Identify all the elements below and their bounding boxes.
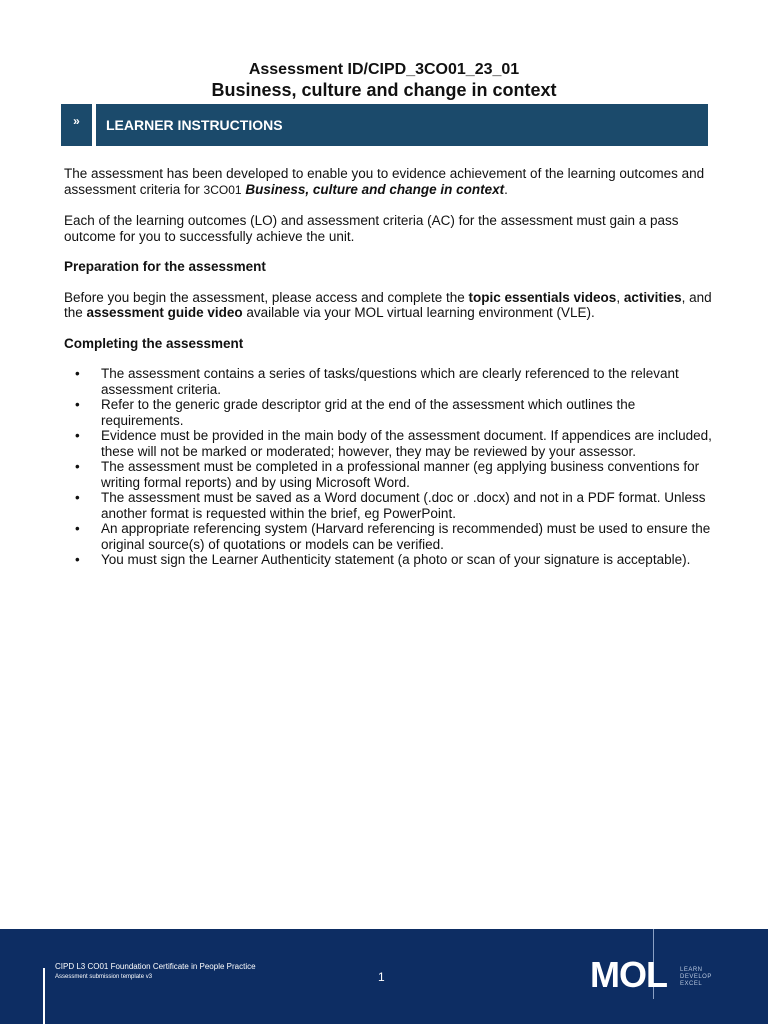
document-header xyxy=(0,60,768,101)
tagline-excel: EXCEL xyxy=(680,981,703,987)
bullet-icon: • xyxy=(75,490,80,505)
list-item-text: Evidence must be provided in the main body of the assessment document. If appendices are included, these will not be marked or moderated; however, they may be reviewed by your assessor. xyxy=(101,428,712,459)
bullet-icon: • xyxy=(75,397,80,412)
bullet-icon: • xyxy=(75,428,80,443)
footer-divider xyxy=(43,968,45,1024)
prep-text-4: available via your MOL virtual learning environment (VLE). xyxy=(242,305,595,320)
document-body xyxy=(64,166,714,568)
list-item xyxy=(64,397,714,428)
list-item-text: You must sign the Learner Authenticity statement (a photo or scan of your signature is acceptable). xyxy=(101,552,691,567)
prep-text-2: , xyxy=(616,289,624,305)
chevron-icon: » xyxy=(61,104,92,146)
footer-subtitle: Assessment submission template v3 xyxy=(55,974,153,980)
completing-heading: Completing the assessment xyxy=(64,335,244,351)
list-item xyxy=(64,521,714,552)
list-item xyxy=(64,459,714,490)
prep-bold-activities: activities xyxy=(623,289,682,305)
bullet-icon: • xyxy=(75,521,80,536)
prep-bold-videos: topic essentials videos xyxy=(468,289,617,305)
document-title: Business, culture and change in context xyxy=(211,80,557,100)
list-item-text: An appropriate referencing system (Harvard referencing is recommended) must be used to ensure the original source(s) of quotations or models can be verified. xyxy=(101,521,711,552)
page-footer xyxy=(0,929,768,1024)
bullet-icon: • xyxy=(75,366,80,381)
unit-title: Business, culture and change in context xyxy=(245,181,505,197)
mol-logo: MOL xyxy=(590,954,667,995)
intro-text: The assessment has been developed to enable you to evidence achievement of the learning outcomes and assessment criteria for xyxy=(64,166,705,197)
prep-text-3: , and the xyxy=(64,289,712,320)
list-item xyxy=(64,428,714,459)
list-item-text: The assessment contains a series of tasks/questions which are clearly referenced to the relevant assessment criteria. xyxy=(101,366,679,397)
bullet-icon: • xyxy=(75,459,80,474)
logo-tagline xyxy=(680,967,712,988)
unit-code: 3CO01 xyxy=(203,182,242,197)
tagline-develop: DEVELOP xyxy=(680,974,712,980)
bullet-icon: • xyxy=(75,552,80,567)
list-item xyxy=(64,552,714,568)
banner-label: LEARNER INSTRUCTIONS xyxy=(96,104,708,146)
list-item-text: The assessment must be completed in a professional manner (eg applying business conventions for writing formal reports) and by using Microsoft Word. xyxy=(101,459,700,490)
intro-paragraph-1 xyxy=(64,166,714,198)
intro-end: . xyxy=(504,181,508,197)
list-item xyxy=(64,490,714,521)
assessment-id: Assessment ID/CIPD_3CO01_23_01 xyxy=(248,61,520,78)
footer-title: CIPD L3 CO01 Foundation Certificate in People Practice xyxy=(55,962,256,971)
list-item-text: Refer to the generic grade descriptor grid at the end of the assessment which outlines the requirements. xyxy=(101,397,636,428)
completing-list xyxy=(64,366,714,568)
page-number: 1 xyxy=(378,970,385,984)
preparation-heading: Preparation for the assessment xyxy=(64,259,266,274)
prep-bold-guide: assessment guide video xyxy=(86,305,243,320)
tagline-learn: LEARN xyxy=(680,967,703,973)
section-banner xyxy=(61,104,708,146)
intro-paragraph-2: Each of the learning outcomes (LO) and assessment criteria (AC) for the assessment must gain a pass outcome for you to successfully achieve the unit. xyxy=(64,213,679,244)
list-item xyxy=(64,366,714,397)
list-item-text: The assessment must be saved as a Word document (.doc or .docx) and not in a PDF format. Unless another format is requested within the brief, eg PowerPoint. xyxy=(101,490,706,521)
prep-text-1: Before you begin the assessment, please access and complete the xyxy=(64,289,469,305)
preparation-paragraph xyxy=(64,290,714,321)
